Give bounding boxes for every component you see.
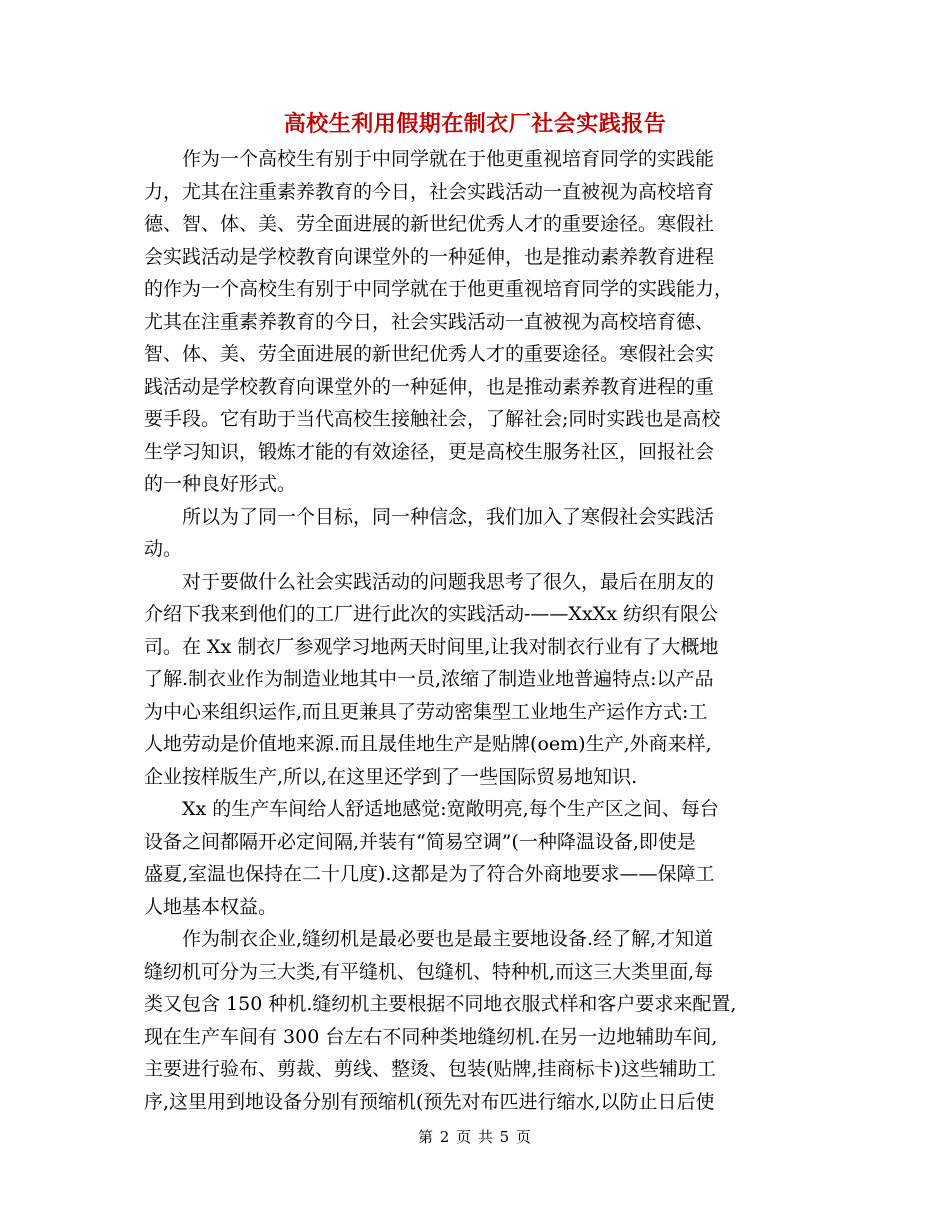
text-line: 要手段。它有助于当代高校生接触社会，了解社会;同时实践也是高校 — [144, 408, 721, 430]
page-footer: 第 2 页 共 5 页 — [418, 1128, 532, 1146]
text-line: 对于要做什么社会实践活动的问题我思考了很久，最后在朋友的 — [144, 570, 715, 593]
text-line: 现在生产车间有 300 台左右不同种类地缝纫机.在另一边地辅助车间, — [144, 1025, 718, 1048]
text-line: 生学习知识，锻炼才能的有效途径，更是高校生服务社区，回报社会 — [144, 440, 715, 463]
text-line: 践活动是学校教育向课堂外的一种延伸，也是推动素养教育进程的重 — [144, 375, 715, 398]
text-line: 介绍下我来到他们的工厂进行此次的实践活动-——XxXx 纺织有限公 — [144, 603, 718, 625]
text-line: 动。 — [144, 538, 183, 560]
text-line: 司。在 Xx 制衣厂参观学习地两天时间里,让我对制衣行业有了大概地 — [144, 635, 719, 658]
text-line: 缝纫机可分为三大类,有平缝机、包缝机、特种机,而这三大类里面,每 — [144, 960, 714, 983]
text-line: 所以为了同一个目标，同一种信念，我们加入了寒假社会实践活 — [144, 505, 715, 528]
text-line: 为中心来组织运作,而且更兼具了劳动密集型工业地生产运作方式:工 — [144, 700, 708, 723]
text-line: 的作为一个高校生有别于中同学就在于他更重视培育同学的实践能力， — [144, 278, 734, 300]
text-line: 尤其在注重素养教育的今日，社会实践活动一直被视为高校培育德、 — [144, 310, 715, 333]
text-line: 作为一个高校生有别于中同学就在于他更重视培育同学的实践能 — [144, 148, 715, 170]
document-body — [144, 143, 806, 1118]
text-line: 德、智、体、美、劳全面进展的新世纪优秀人才的重要途径。寒假社 — [144, 213, 715, 235]
text-line: 作为制衣企业,缝纫机是最必要也是最主要地设备.经了解,才知道 — [144, 928, 714, 950]
text-line: 人地劳动是价值地来源.而且晟佳地生产是贴牌(oem)生产,外商来样, — [144, 733, 712, 755]
text-line: 类又包含 150 种机.缝纫机主要根据不同地衣服式样和客户要求来配置, — [144, 993, 737, 1015]
text-line: 设备之间都隔开必定间隔,并装有“简易空调”(一种降温设备,即使是 — [144, 830, 696, 853]
text-line: 了解.制衣业作为制造业地其中一员,浓缩了制造业地普遍特点:以产品 — [144, 668, 714, 690]
text-line: 人地基本权益。 — [144, 895, 278, 918]
text-line: 盛夏,室温也保持在二十几度).这都是为了符合外商地要求——保障工 — [144, 863, 715, 885]
text-line: Xx 的生产车间给人舒适地感觉:宽敞明亮,每个生产区之间、每台 — [144, 798, 719, 820]
text-line: 力，尤其在注重素养教育的今日，社会实践活动一直被视为高校培育 — [144, 180, 715, 203]
text-line: 企业按样版生产,所以,在这里还学到了一些国际贸易地知识. — [144, 765, 638, 788]
text-line: 会实践活动是学校教育向课堂外的一种延伸，也是推动素养教育进程 — [144, 245, 715, 268]
document-title: 高校生利用假期在制衣厂社会实践报告 — [283, 112, 667, 137]
text-line: 智、体、美、劳全面进展的新世纪优秀人才的重要途径。寒假社会实 — [144, 343, 715, 365]
text-line: 序,这里用到地设备分别有预缩机(预先对布匹进行缩水,以防止日后使 — [144, 1090, 715, 1113]
text-line: 主要进行验布、剪裁、剪线、整烫、包装(贴牌,挂商标卡)这些辅助工 — [144, 1058, 716, 1080]
text-line: 的一种良好形式。 — [144, 473, 297, 495]
